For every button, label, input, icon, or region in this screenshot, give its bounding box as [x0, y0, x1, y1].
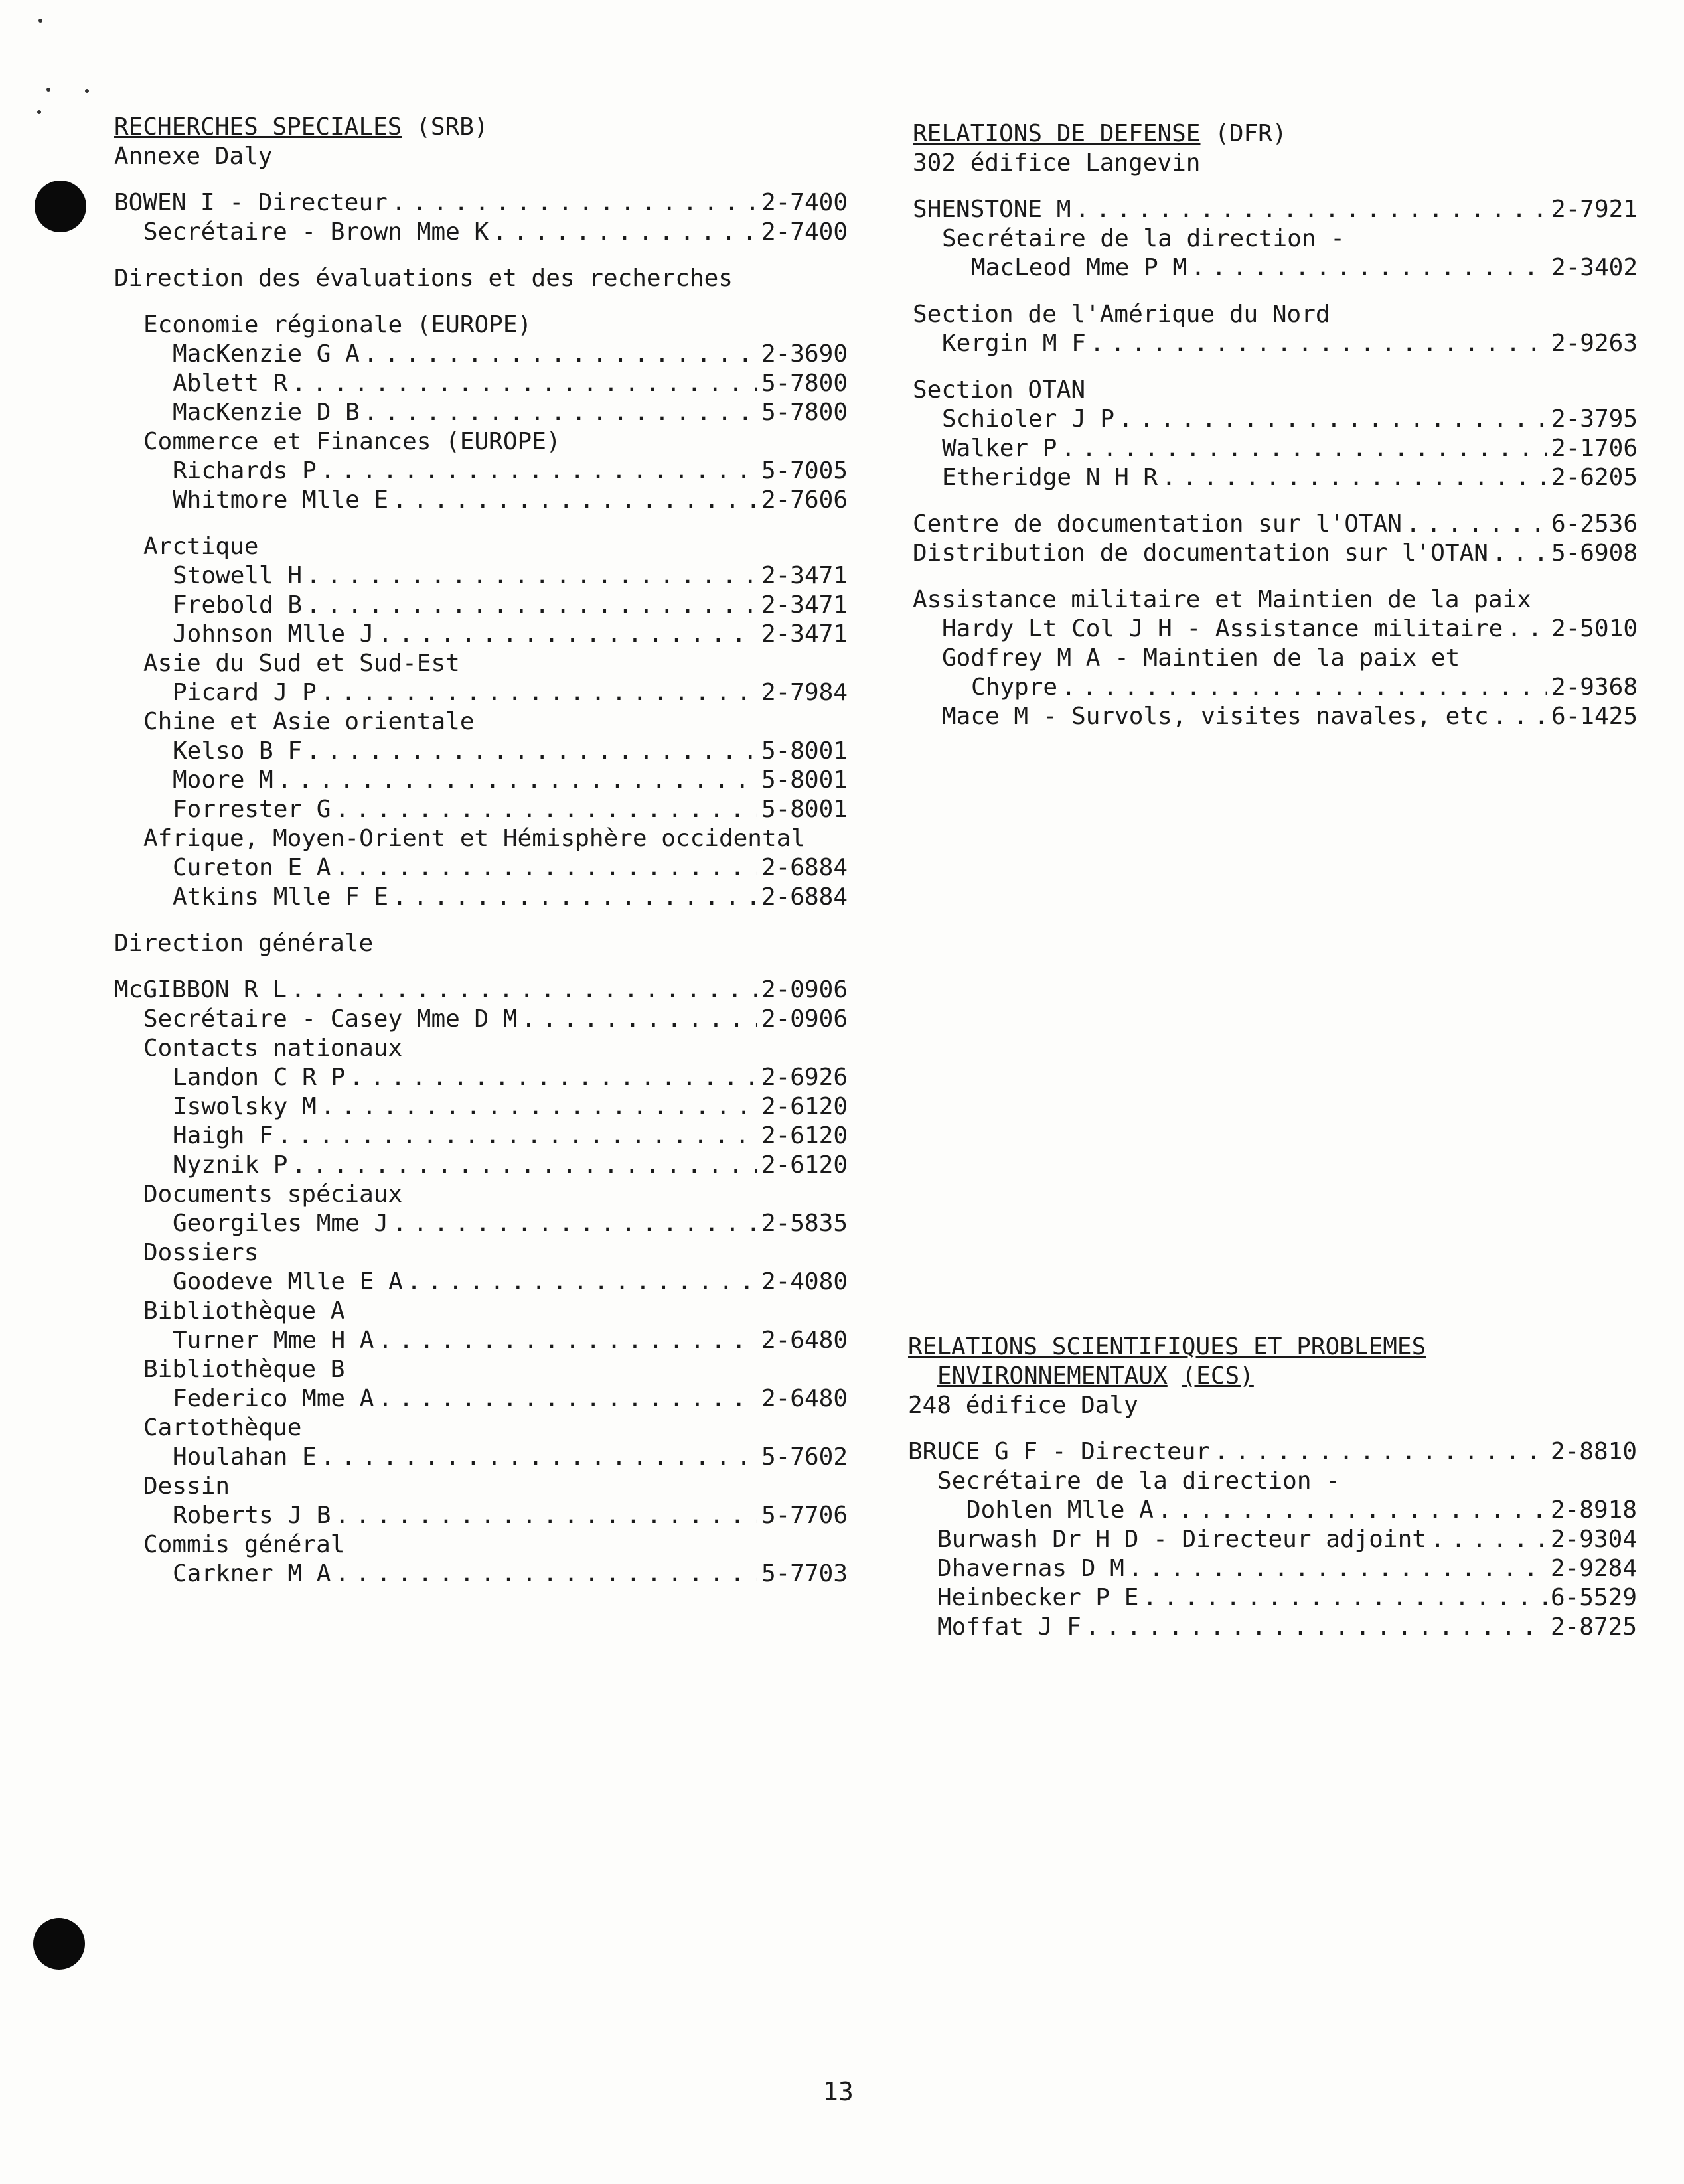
section-location: 248 édifice Daly — [908, 1392, 1138, 1419]
entry-name: Mace M - Survols, visites navales, etc — [942, 703, 1489, 730]
phone-number: 2-9304 — [1550, 1526, 1637, 1553]
phone-number: 5-7703 — [761, 1560, 848, 1587]
phone-number: 2-7921 — [1551, 196, 1638, 223]
entry-name: Forrester G — [173, 796, 331, 823]
entry-row — [114, 1151, 848, 1180]
entry-row — [913, 463, 1638, 492]
entry-row — [913, 195, 1638, 224]
phone-number: 2-3471 — [761, 620, 848, 648]
speck — [46, 88, 50, 92]
entry-row — [114, 1326, 848, 1355]
phone-number: 2-4080 — [761, 1268, 848, 1295]
entry-name: Georgiles Mme J — [173, 1210, 389, 1237]
dot-leader — [1406, 510, 1547, 539]
dot-leader — [364, 398, 757, 427]
phone-number: 5-7602 — [761, 1443, 848, 1471]
entry-name: MacLeod Mme P M — [971, 254, 1187, 281]
dot-leader — [392, 188, 757, 218]
section-relations-scientifiques — [908, 1333, 1637, 1642]
entry-row — [114, 1063, 848, 1092]
entry-row — [114, 591, 848, 620]
entry-name: Moffat J F — [937, 1613, 1081, 1640]
entry-row — [114, 766, 848, 795]
group-heading: Dessin — [143, 1473, 230, 1500]
section-heading-line2 — [908, 1362, 1637, 1391]
dot-leader — [1191, 254, 1547, 283]
entry-name: Federico Mme A — [173, 1385, 374, 1412]
entry-row — [908, 1554, 1637, 1583]
dot-leader — [1142, 1583, 1547, 1613]
group-heading: Secrétaire de la direction - — [937, 1467, 1340, 1494]
entry-name: Ablett R — [173, 370, 288, 397]
dot-leader — [291, 976, 757, 1005]
phone-number: 2-5835 — [761, 1210, 848, 1237]
entry-row — [913, 254, 1638, 283]
phone-number: 2-9284 — [1550, 1555, 1637, 1582]
dot-leader — [306, 561, 757, 591]
speck — [38, 19, 42, 23]
entry-row — [114, 795, 848, 824]
entry-row — [114, 1560, 848, 1589]
group-heading: Arctique — [143, 533, 259, 560]
dot-leader — [1090, 329, 1547, 358]
section-title: RELATIONS DE DEFENSE — [913, 120, 1201, 147]
entry-name: Distribution de documentation sur l'OTAN — [913, 540, 1488, 567]
phone-number: 2-3690 — [761, 340, 848, 368]
dot-leader — [1507, 615, 1547, 644]
entry-row — [913, 329, 1638, 358]
entry-name: Chypre — [971, 674, 1058, 701]
entry-name: Roberts J B — [173, 1502, 331, 1529]
entry-name: Richards P — [173, 457, 317, 484]
punch-hole-top — [35, 181, 86, 232]
entry-name: Etheridge N H R — [942, 464, 1158, 491]
group-heading: Section de l'Amérique du Nord — [913, 301, 1330, 328]
section-code: (ECS) — [1182, 1362, 1254, 1390]
entry-name: Heinbecker P E — [937, 1584, 1139, 1611]
entry-name: Walker P — [942, 435, 1057, 462]
entry-row — [913, 673, 1638, 702]
phone-number: 2-3471 — [761, 562, 848, 589]
entry-name: MacKenzie G A — [173, 340, 360, 368]
phone-number: 5-7706 — [761, 1502, 848, 1529]
entry-name: BRUCE G F - Directeur — [908, 1438, 1211, 1465]
entry-name: Burwash Dr H D - Directeur adjoint — [937, 1526, 1426, 1553]
phone-number: 6-2536 — [1551, 510, 1638, 538]
group-heading: Asie du Sud et Sud-Est — [143, 650, 460, 677]
entry-row — [114, 976, 848, 1005]
entry-row — [114, 1268, 848, 1297]
dot-leader — [364, 340, 757, 369]
phone-number: 5-7800 — [761, 370, 848, 397]
entry-name: Haigh F — [173, 1122, 273, 1149]
phone-number: 5-7005 — [761, 457, 848, 484]
phone-number: 2-6480 — [761, 1327, 848, 1354]
entry-row — [114, 678, 848, 707]
phone-number: 5-8001 — [761, 796, 848, 823]
dot-leader — [1492, 539, 1547, 568]
entry-name: Schioler J P — [942, 405, 1115, 433]
phone-number: 2-7984 — [761, 679, 848, 706]
dot-leader — [291, 1151, 757, 1180]
dot-leader — [335, 1560, 757, 1589]
entry-row — [913, 405, 1638, 434]
phone-number: 2-8918 — [1550, 1496, 1637, 1524]
dot-leader — [378, 620, 757, 649]
entry-row — [114, 340, 848, 369]
entry-name: Houlahan E — [173, 1443, 317, 1471]
dot-leader — [1061, 434, 1547, 463]
entry-name: Dhavernas D M — [937, 1555, 1124, 1582]
entry-row — [908, 1613, 1637, 1642]
section-location: 302 édifice Langevin — [913, 149, 1201, 177]
entry-name: Cureton E A — [173, 854, 331, 881]
group-heading: Bibliothèque A — [143, 1297, 345, 1325]
phone-number: 2-6120 — [761, 1151, 848, 1179]
entry-row — [114, 1501, 848, 1530]
subsection-heading: Direction des évaluations et des recherches — [114, 265, 733, 292]
entry-name: Iswolsky M — [173, 1093, 317, 1120]
group-heading: Dossiers — [143, 1239, 259, 1266]
phone-number: 6-1425 — [1551, 703, 1638, 730]
phone-number: 2-7400 — [761, 218, 848, 246]
phone-number: 5-7800 — [761, 399, 848, 426]
entry-name: Landon C R P — [173, 1064, 346, 1091]
entry-name: Goodeve Mlle E A — [173, 1268, 403, 1295]
group-heading: Contacts nationaux — [143, 1035, 403, 1062]
dot-leader — [1128, 1554, 1547, 1583]
section-title: RELATIONS SCIENTIFIQUES ET PROBLEMES — [908, 1333, 1426, 1360]
entry-name: Dohlen Mlle A — [966, 1496, 1154, 1524]
dot-leader — [349, 1063, 757, 1092]
section-recherches-speciales — [114, 113, 848, 1589]
section-code: (DFR) — [1215, 120, 1287, 147]
phone-number: 2-6884 — [761, 854, 848, 881]
group-heading: Assistance militaire et Maintien de la paix — [913, 586, 1531, 613]
phone-number: 2-0906 — [761, 1005, 848, 1033]
dot-leader — [1493, 702, 1547, 731]
phone-number: 2-3402 — [1551, 254, 1638, 281]
phone-number: 5-8001 — [761, 737, 848, 764]
entry-row — [114, 188, 848, 218]
speck — [85, 89, 89, 93]
entry-row — [114, 1122, 848, 1151]
entry-name: Moore M — [173, 766, 273, 794]
phone-number: 2-9263 — [1551, 330, 1638, 357]
phone-number: 2-3471 — [761, 591, 848, 619]
dot-leader — [378, 1326, 757, 1355]
entry-row — [913, 539, 1638, 568]
section-title: RECHERCHES SPECIALES — [114, 113, 402, 141]
entry-name: Atkins Mlle F E — [173, 883, 389, 910]
entry-row — [114, 737, 848, 766]
phone-number: 2-0906 — [761, 976, 848, 1003]
entry-row — [908, 1496, 1637, 1525]
dot-leader — [306, 737, 757, 766]
dot-leader — [522, 1005, 757, 1034]
group-heading: Economie régionale (EUROPE) — [143, 311, 532, 338]
entry-row — [114, 561, 848, 591]
dot-leader — [407, 1268, 757, 1297]
group-heading: Section OTAN — [913, 376, 1086, 403]
entry-row — [114, 1005, 848, 1034]
dot-leader — [321, 457, 757, 486]
entry-name: Picard J P — [173, 679, 317, 706]
phone-number: 2-7400 — [761, 189, 848, 216]
group-heading: Documents spéciaux — [143, 1181, 403, 1208]
phone-number: 2-6205 — [1551, 464, 1638, 491]
dot-leader — [321, 1443, 757, 1472]
entry-row — [114, 883, 848, 912]
group-heading: Commis général — [143, 1531, 345, 1558]
entry-row — [114, 1443, 848, 1472]
entry-row — [114, 218, 848, 247]
entry-row — [913, 615, 1638, 644]
dot-leader — [493, 218, 757, 247]
entry-name: Kelso B F — [173, 737, 303, 764]
group-heading: Commerce et Finances (EUROPE) — [143, 428, 561, 455]
dot-leader — [277, 766, 757, 795]
entry-row — [114, 457, 848, 486]
entry-name: Secrétaire - Brown Mme K — [143, 218, 489, 246]
speck — [37, 110, 41, 114]
entry-row — [114, 398, 848, 427]
entry-name: Turner Mme H A — [173, 1327, 374, 1354]
entry-row — [913, 434, 1638, 463]
dot-leader — [1158, 1496, 1547, 1525]
phone-number: 5-8001 — [761, 766, 848, 794]
group-heading: Bibliothèque B — [143, 1356, 345, 1383]
page-number: 13 — [823, 2077, 854, 2106]
group-heading: Chine et Asie orientale — [143, 708, 475, 735]
entry-name: Secrétaire - Casey Mme D M — [143, 1005, 518, 1033]
section-relations-defense — [913, 119, 1638, 731]
phone-number: 6-5529 — [1550, 1584, 1637, 1611]
phone-number: 2-8725 — [1550, 1613, 1637, 1640]
phone-number: 5-6908 — [1551, 540, 1638, 567]
phone-number: 2-9368 — [1551, 674, 1638, 701]
dot-leader — [306, 591, 757, 620]
dot-leader — [321, 678, 757, 707]
section-code: (SRB) — [416, 113, 489, 141]
phone-number: 2-1706 — [1551, 435, 1638, 462]
section-heading — [114, 113, 848, 142]
entry-row — [114, 486, 848, 515]
section-location: Annexe Daly — [114, 143, 273, 170]
dot-leader — [321, 1092, 757, 1122]
entry-row — [114, 369, 848, 398]
phone-number: 2-3795 — [1551, 405, 1638, 433]
dot-leader — [277, 1122, 757, 1151]
group-heading: Afrique, Moyen-Orient et Hémisphère occidental — [143, 825, 805, 852]
group-heading: Secrétaire de la direction - — [942, 225, 1345, 252]
entry-name: SHENSTONE M — [913, 196, 1071, 223]
phone-number: 2-7606 — [761, 486, 848, 514]
phone-number: 2-6480 — [761, 1385, 848, 1412]
entry-name: Hardy Lt Col J H - Assistance militaire — [942, 615, 1503, 642]
phone-number: 2-5010 — [1551, 615, 1638, 642]
dot-leader — [1214, 1437, 1547, 1467]
dot-leader — [1075, 195, 1547, 224]
section-title: ENVIRONNEMENTAUX — [937, 1362, 1168, 1390]
section-heading — [913, 119, 1638, 149]
phone-number: 2-6926 — [761, 1064, 848, 1091]
entry-name: Kergin M F — [942, 330, 1086, 357]
group-heading: Godfrey M A - Maintien de la paix et — [942, 644, 1460, 672]
phone-number: 2-6120 — [761, 1122, 848, 1149]
phone-number: 2-8810 — [1550, 1438, 1637, 1465]
dot-leader — [1118, 405, 1547, 434]
dot-leader — [335, 795, 757, 824]
phone-number: 2-6120 — [761, 1093, 848, 1120]
entry-name: MacKenzie D B — [173, 399, 360, 426]
entry-name: McGIBBON R L — [114, 976, 287, 1003]
entry-row — [114, 853, 848, 883]
group-heading: Cartothèque — [143, 1414, 302, 1441]
entry-name: Frebold B — [173, 591, 303, 619]
dot-leader — [1162, 463, 1547, 492]
entry-name: Stowell H — [173, 562, 303, 589]
dot-leader — [392, 883, 757, 912]
punch-hole-bottom — [33, 1918, 85, 1970]
entry-row — [114, 1092, 848, 1122]
entry-row — [913, 510, 1638, 539]
dot-leader — [1430, 1525, 1547, 1554]
entry-row — [908, 1437, 1637, 1467]
entry-row — [908, 1583, 1637, 1613]
dot-leader — [335, 1501, 757, 1530]
entry-row — [913, 702, 1638, 731]
entry-row — [114, 1384, 848, 1414]
entry-row — [114, 620, 848, 649]
subsection-heading: Direction générale — [114, 930, 374, 957]
dot-leader — [378, 1384, 757, 1414]
dot-leader — [1085, 1613, 1547, 1642]
entry-name: Whitmore Mlle E — [173, 486, 389, 514]
section-heading — [908, 1333, 1637, 1362]
entry-name: Johnson Mlle J — [173, 620, 374, 648]
entry-name: Centre de documentation sur l'OTAN — [913, 510, 1402, 538]
dot-leader — [392, 486, 757, 515]
entry-name: Carkner M A — [173, 1560, 331, 1587]
entry-name: BOWEN I - Directeur — [114, 189, 388, 216]
entry-row — [114, 1209, 848, 1238]
phone-number: 2-6884 — [761, 883, 848, 910]
entry-row — [908, 1525, 1637, 1554]
dot-leader — [392, 1209, 757, 1238]
entry-name: Nyznik P — [173, 1151, 288, 1179]
dot-leader — [335, 853, 757, 883]
dot-leader — [1061, 673, 1547, 702]
dot-leader — [291, 369, 757, 398]
